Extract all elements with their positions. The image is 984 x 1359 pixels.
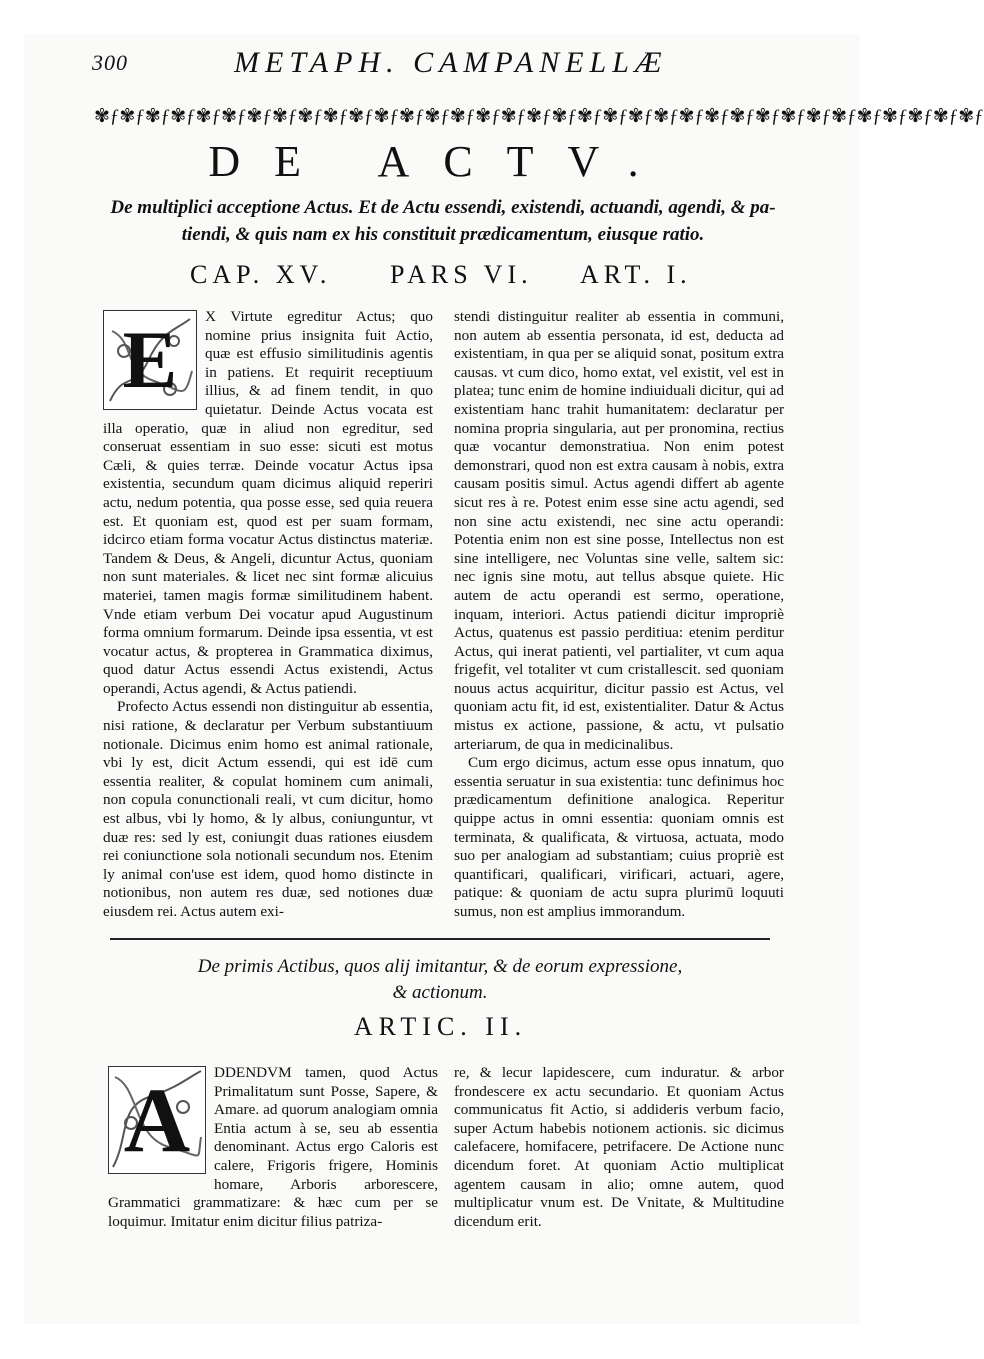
cap-label: CAP. XV. bbox=[190, 260, 332, 289]
heading-line-2: & actionum. bbox=[392, 982, 488, 1003]
subtitle-line-1: De multiplici acceptione Actus. Et de Actu essendi, existendi, actuandi, agendi, & pa- bbox=[110, 197, 776, 218]
section1-right-column bbox=[454, 308, 784, 922]
decorated-initial-a bbox=[108, 1066, 206, 1174]
art-label: ART. I. bbox=[580, 260, 692, 289]
section1-left-column bbox=[103, 308, 433, 922]
initial-letter: A bbox=[123, 1069, 191, 1171]
artic-label: ARTIC. II. bbox=[353, 1012, 528, 1041]
section2-left-column bbox=[108, 1064, 438, 1231]
pars-label: PARS VI. bbox=[390, 260, 533, 289]
paragraph: re, & lecur lapidescere, cum induratur. & arbor frondescere ex actu secundario. Et quoniam Actus communicatus fit Actio, si addideris verbum facio, super Actum habebis notionem actionis. sic dicimus calefacere, homifacere, petrifacere. De Actione nunc dicendum foret. At quoniam Actio multiplicat agentem causam in alio; omne autem, quod multiplicatur vnum est. De Vnitate, & Multitudine dicendum erit. bbox=[454, 1064, 784, 1230]
paragraph: Profecto Actus essendi non distinguitur ab essentia, nisi ratione, & declaratur per Verbum substantiuum notionale. Dicimus enim homo est animal rationale, vbi ly est, dicit Actum essendi, qui est idē cum essentia realiter, & copulat hominem cum animali, non copula conunctionali reali, vt cum dicitur, homo est albus, vbi ly homo, & ly albus, coniunguntur, vt duæ res: sed ly est, coniungit duas rationes eiusdem rei coniunctione sola notionali secundum nos. Etenim ly animal con'use est idem, quod homo distincte in notionibus, non autem res duæ, sed notiones duæ eiusdem rei. Actus autem exi- bbox=[103, 698, 433, 920]
chapter-title: DE ACTV. bbox=[208, 137, 673, 186]
section-divider bbox=[110, 938, 770, 940]
paragraph: DDENDVM tamen, quod Actus Primalitatum sunt Posse, Sapere, & Amare. ad quorum analogiam omnia Entia actum à se, seu ab essentia denominant. Actus ergo Caloris est calere, Frigoris frigere, Hominis homare, Arboris arborescere, Grammatici grammatizare: & hæc cum per se loquimur. Imitatur enim dicitur filius patriza- bbox=[108, 1064, 438, 1230]
chapter-subtitle bbox=[98, 194, 788, 248]
initial-letter: E bbox=[122, 314, 178, 405]
subtitle-line-2: tiendi, & quis nam ex his constituit prædicamentum, eiusque ratio. bbox=[181, 224, 705, 245]
chapter-division-row bbox=[190, 260, 730, 294]
page-number: 300 bbox=[92, 50, 128, 75]
heading-line-1: De primis Actibus, quos alij imitantur, & de eorum expressione, bbox=[197, 956, 683, 977]
section2-right-column bbox=[454, 1064, 784, 1231]
decorative-ornament-band: ✾ƒ✾ƒ✾ƒ✾ƒ✾ƒ✾ƒ✾ƒ✾ƒ✾ƒ✾ƒ✾ƒ✾ƒ✾ƒ✾ƒ✾ƒ✾ƒ✾ƒ✾ƒ✾ƒ✾ƒ✾ƒ✾ƒ✾ƒ✾ƒ✾ƒ✾ƒ✾ƒ✾ƒ✾ƒ✾ƒ✾ƒ✾ƒ✾ƒ✾ƒ✾ƒ bbox=[94, 106, 984, 127]
paragraph: stendi distinguitur realiter ab essentia in communi, non autem ab essentia personata, id est, deducta ad existentiam, in qua per se aliquid sonat, positum extra causas. vt cum dico, homo extat, vel existit, vel est in platea; tunc enim de homine indiuiduali dicitur, qui ad existentiam hanc trahit humanitatem: declaratur per nomina propria singularia, aut per pronomina, rectius quæ vocantur demonstratiua. Non enim potest demonstrari, quod non est extra causam à nobis, extra causam positis simul. Actus agendi differt ab agente sicut res à re. Potest enim esse sine actu agendi, sed non sine actu existendi, nec sine actu operandi: Potentia enim non est sine posse, Intellectus non est sine intelligere, nec Voluntas sine velle, saltem sic: nec ignis sine motu, aut tellus absque quiete. Hic autem de actu operandi est sermo, operatione, inquam, interiori. Actus patiendi dicitur impropriè Actus, quatenus est passio perditiua: etenim perditur Actus, qui inerat patienti, vel partialiter, vt cum aqua frigefit, vel totaliter vt cum cristallescit. sed quoniam nouus actus acquiritur, dicitur passio est Actus, vel quoniam actu fit, id est, existentialiter. Datur & Actus mistus ex actione, passione, & actu, vt pulsatio arteriarum, de qua in medicinalibus. bbox=[454, 308, 784, 753]
section2-heading bbox=[150, 954, 730, 1006]
paragraph: X Virtute egreditur Actus; quo nomine prius insignita fuit Actio, quæ est effusio similitudinis agentis in patiens. Et requirit receptiuum illius, & ad finem tendit, in quo quietatur. Deinde Actus vocata est illa operatio, quæ in aliud non egreditur, sed conseruat essentiam in suo esse: sicuti est motus Cæli, & quies terræ. Deinde vocatur Actus ipsa existentia, secundum quam dicimus aliquid reperiri actu, nedum potentia, qua posse esse, sed quia reuera est. Et quoniam est, quod est per suam formam, idcirco etiam forma vocatur Actus distinctus materiæ. Tandem & Deus, & Angeli, dicuntur Actus, quoniam non sunt materiales. & licet nec sint formæ alicuius materiei, tamen magis formæ similitudinem habent. Vnde etiam verbum Dei vocatur apud Augustinum forma omnium formarum. Deinde ipsa essentia, vt est vocatur actus, & propterea in Grammatica diximus, quod datur Actus essendi Actus existendi, Actus operandi, Actus agendi, & Actus patiendi. bbox=[103, 308, 433, 697]
running-title: METAPH. CAMPANELLÆ bbox=[234, 46, 668, 79]
decorated-initial-e bbox=[103, 310, 197, 410]
running-header bbox=[92, 46, 772, 82]
paragraph: Cum ergo dicimus, actum esse opus innatum, quo essentia seruatur in sua existentia: tunc definimus hoc prædicamentum definitione analogica. Reperitur quippe actus in omni essentia: quoniam omnis est terminata, & qualificata, & virtuosa, actuata, modo suo per analogiam ad substantiam; cuius propriè est quantificari, qualificari, virificari, actuari, agere, patique: & quoniam de actu supra plurimū loquuti sumus, non est amplius immorandum. bbox=[454, 754, 784, 920]
